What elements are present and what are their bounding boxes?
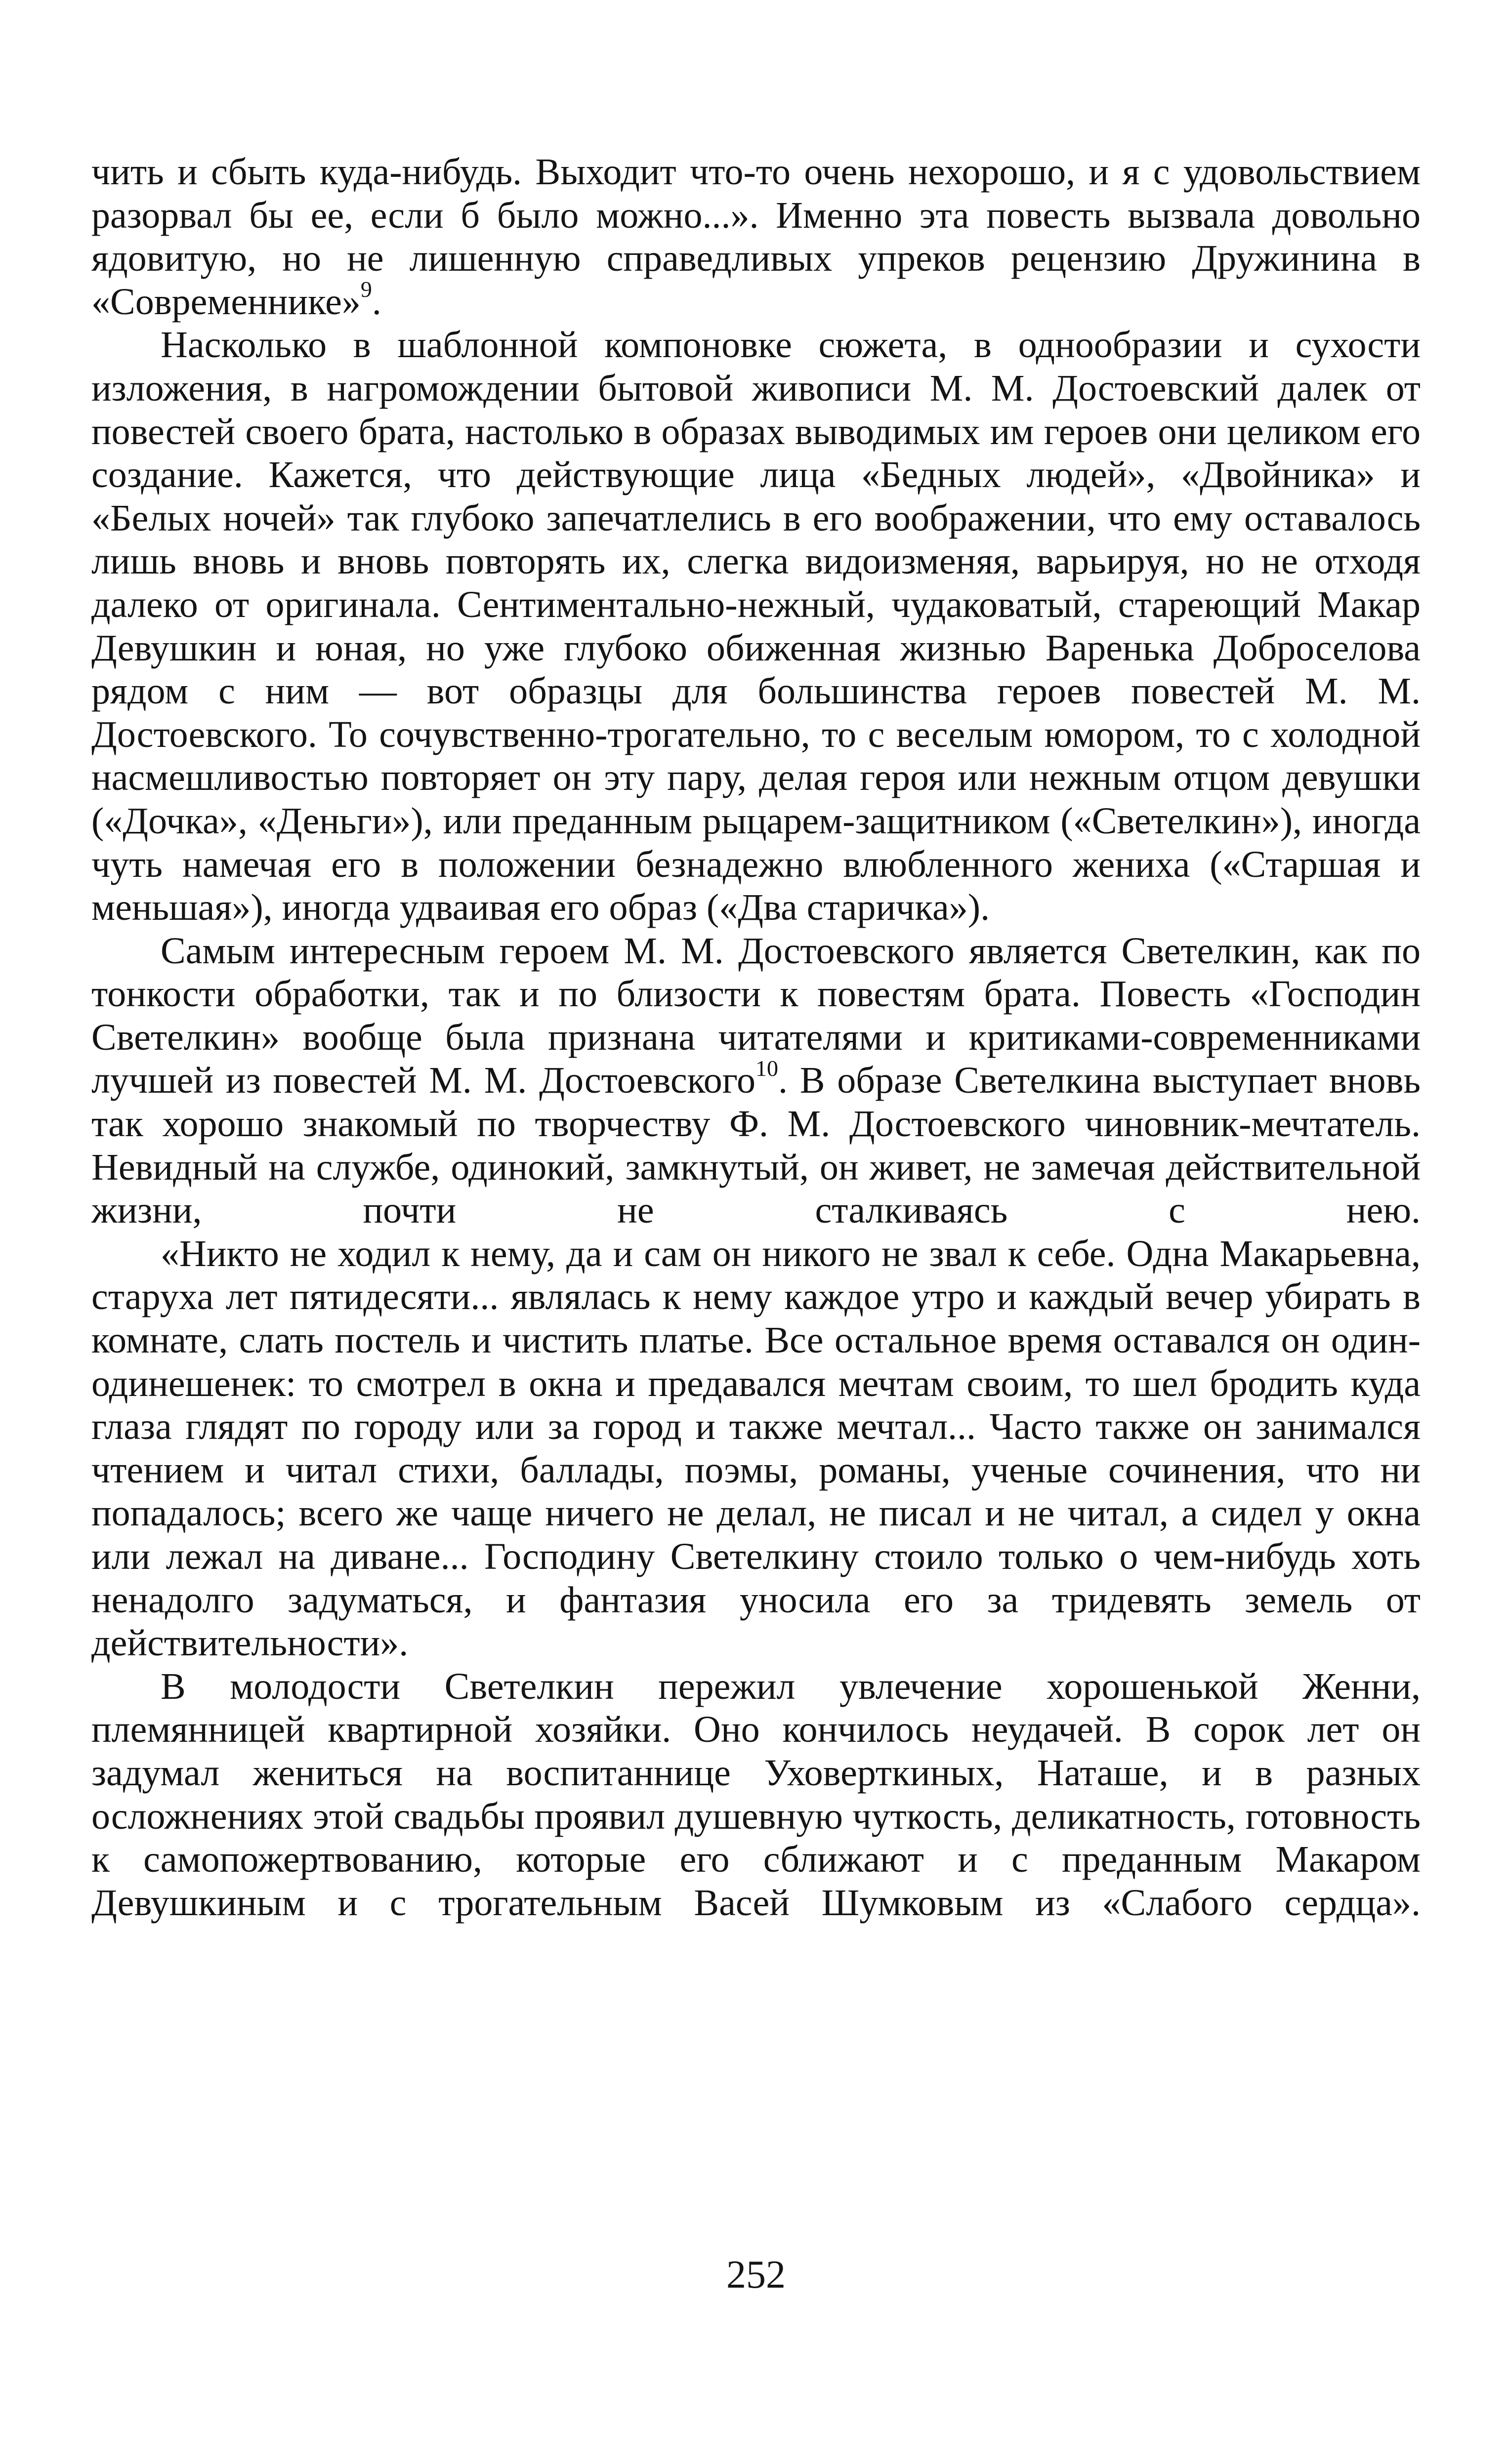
paragraph [91,151,1421,324]
book-page [91,151,1421,2403]
paragraph [91,930,1421,1232]
page-number: 252 [726,2253,786,2297]
paragraph-text: Самым интересным героем М. М. Достоевского является Светелкин, как по тонкости обработки, так и по близости к повестям брата. Повесть «Господин Светелкин» вообще была признана читателями и критиками-современниками лучшей из повестей М. М. Достоевского [91,930,1421,1102]
paragraph-text: чить и сбыть куда-нибудь. Выходит что-то очень нехорошо, и я с удовольствием разорвал бы ее, если б было можно...». Именно эта повесть вызвала довольно ядовитую, но не лишенную справедливых упреков рецензию Дружинина в «Современнике» [91,151,1421,323]
paragraph: В молодости Светелкин пережил увлечение хорошенькой Женни, племянницей квартирной хозяйки. Оно кончилось неудачей. В сорок лет он задумал жениться на воспитаннице Уховерткиных, Наташе, и в разных осложнениях этой свадьбы проявил душевную чуткость, деликатность, готовность к самопожертвованию, которые его сближают и с преданным Макаром Девушкиным и с трогательным Васей Шумковым из «Слабого сердца». [91,1665,1421,1924]
paragraph-text-tail: . В образе Светелкина выступает вновь так хорошо знакомый по творчеству Ф. М. Достоевского чиновник-мечтатель. Невидный на службе, одинокий, замкнутый, он живет, не замечая действительной жизни, почти не сталкиваясь с нею. [91,1060,1421,1232]
footnote-ref: 10 [755,1056,778,1081]
quote-paragraph: «Никто не ходил к нему, да и сам он никого не звал к себе. Одна Макарьевна, старуха лет пятидесяти... являлась к нему каждое утро и каждый вечер убирать в комнате, слать постель и чистить платье. Все остальное время оставался он один-одинешенек: то смотрел в окна и предавался мечтам своим, то шел бродить куда глаза глядят по городу или за город и также мечтал... Часто также он занимался чтением и читал стихи, баллады, поэмы, романы, ученые сочинения, что ни попадалось; всего же чаще ничего не делал, не писал и не читал, а сидел у окна или лежал на диване... Господину Светелкину стоило только о чем-нибудь хоть ненадолго задуматься, и фантазия уносила его за тридевять земель от действительности». [91,1232,1421,1664]
footnote-ref: 9 [360,277,372,302]
paragraph: Насколько в шаблонной компоновке сюжета, в однообразии и сухости изложения, в нагромождении бытовой живописи М. М. Достоевский далек от повестей своего брата, настолько в образах выводимых им героев они целиком его создание. Кажется, что действующие лица «Бедных людей», «Двойника» и «Белых ночей» так глубоко запечатлелись в его воображении, что ему оставалось лишь вновь и вновь повторять их, слегка видоизменяя, варьируя, но не отходя далеко от оригинала. Сентиментально-нежный, чудаковатый, стареющий Макар Девушкин и юная, но уже глубоко обиженная жизнью Варенька Доброселова рядом с ним — вот образцы для большинства героев повестей М. М. Достоевского. То сочувственно-трогательно, то с веселым юмором, то с холодной насмешливостью повторяет он эту пару, делая героя или нежным отцом девушки («Дочка», «Деньги»), или преданным рыцарем-защитником («Светелкин»), иногда чуть намечая его в положении безнадежно влюбленного жениха («Старшая и меньшая»), иногда удваивая его образ («Два старичка»). [91,324,1421,929]
paragraph-text-tail: . [372,281,381,323]
